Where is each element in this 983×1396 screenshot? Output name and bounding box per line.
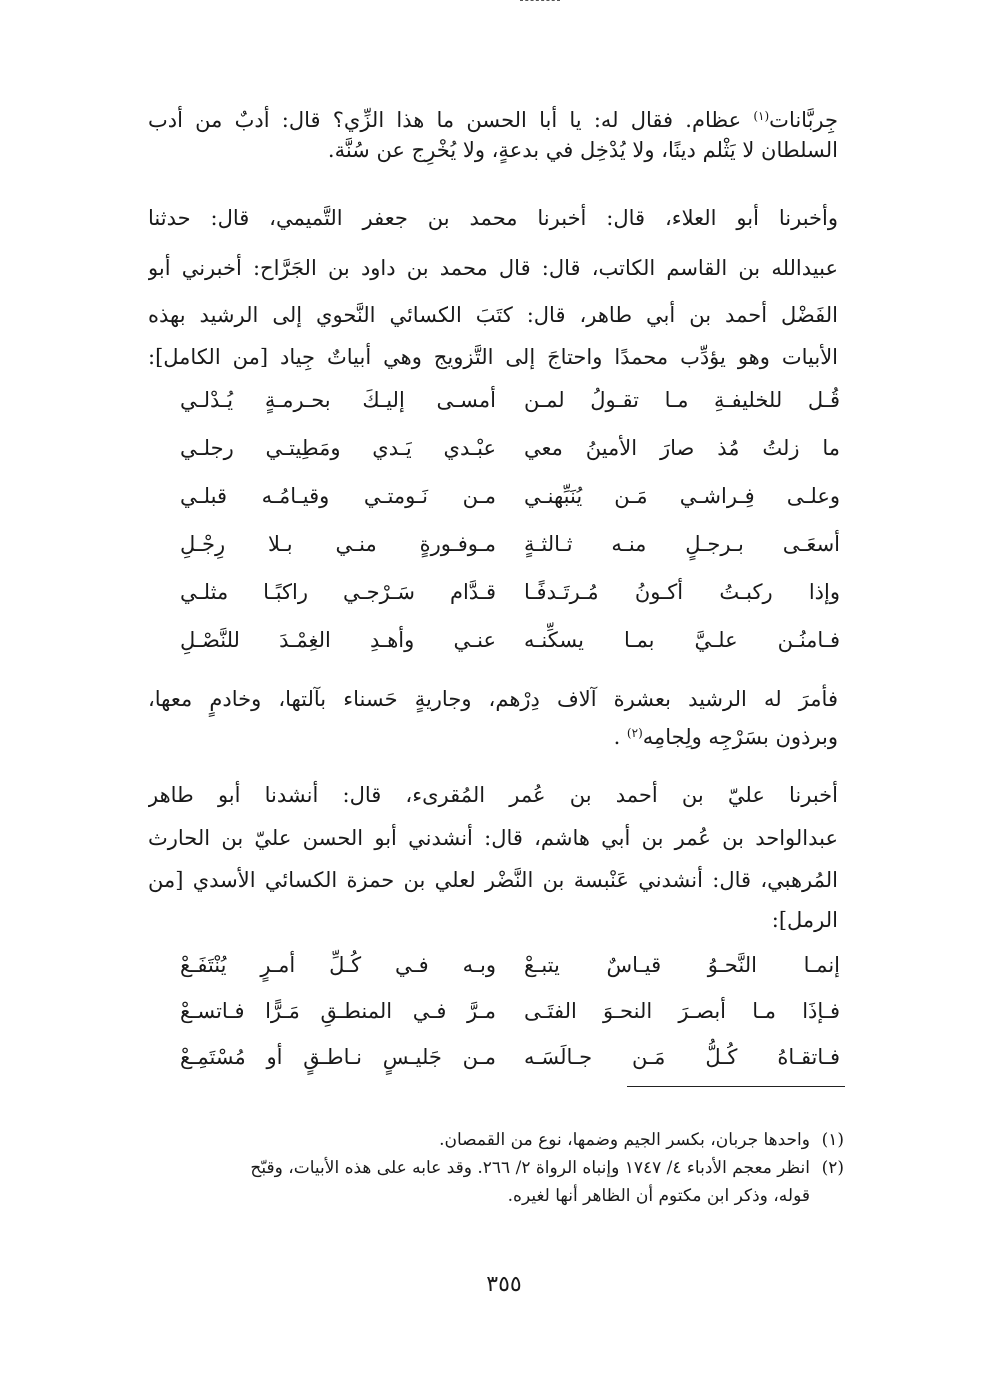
poem1-verse-6 (180, 616, 840, 664)
poem1-verse-4-first-half: أسعَـى بـرجـلٍ منـه ثـالثـةٍ (524, 532, 840, 556)
para2-line-2 (148, 718, 838, 756)
footnote-1-text: واحدها جربان، بكسر الجيم وضمها، نوع من القمصان. (439, 1130, 810, 1150)
poem2-verse-1 (180, 942, 840, 988)
intro-line-1-start: جِربَّانات (769, 108, 838, 132)
para1-line-1: وأخبرنا أبو العلاء، قال: أخبرنا محمد بن جعفر التَّميمي، قال: حدثنا (148, 206, 838, 230)
poem2-verse-3-first-half: فـاتقـاهُ كُـلُّ مَـن جـالَسَـه (524, 1045, 840, 1069)
top-page-mark (520, 0, 560, 4)
footnotes (146, 1126, 844, 1210)
intro-paragraph (148, 105, 838, 165)
poem1-verse-6-first-half: فـامنُـن علـيَّ بمـا يسكِّنـه (524, 628, 840, 652)
poem1-verse-3-second-half: مـن نَـومتـي وقيـامُـه قبلـي (180, 484, 496, 508)
poem1-verse-4-second-half: مـوفـورةٍ منـي بـلا رِجْـلِ (180, 532, 496, 556)
poem1-verse-4 (180, 520, 840, 568)
para2-line-1: فأمرَ له الرشيد بعشرة آلاف دِرْهم، وجاريةٍ حَسناء بآلتها، وخادمٍ معها، (148, 687, 838, 711)
footnote-1 (146, 1126, 844, 1154)
poem1-verse-2-second-half: عبْـدي يَـدي ومَطِيتـي رجلـي (180, 436, 496, 460)
poem2-verse-2 (180, 988, 840, 1034)
poem1-verse-2 (180, 424, 840, 472)
intro-line-1 (148, 105, 838, 135)
poem1-verse-6-second-half: عنـي وأهـدِ الغِمْـدَ للنَّصْـلِ (180, 628, 496, 652)
footnote-2-text: انظر معجم الأدباء ٤/ ١٧٤٧ وإنباه الرواة ٢/ ٢٦٦. وقد عابه على هذه الأبيات، وقبّح (250, 1158, 810, 1178)
para2-line-2-text: وبرذون بسَرْجِه ولِجامِه (642, 725, 838, 749)
poem1-verse-5-first-half: وإذا ركبـتُ أكـونُ مُـرتَـدفًـا (524, 580, 840, 604)
poem-ramal (180, 942, 840, 1080)
poem-kamil (180, 376, 840, 664)
poem2-verse-2-second-half: مـرَّ فـي المنطـقِ مَـرًّا فـاتسـعْ (180, 999, 496, 1023)
poem1-verse-5 (180, 568, 840, 616)
poem1-verse-2-first-half: ما زلتُ مُذ صارَ الأمينُ معي (524, 436, 840, 460)
poem1-verse-3 (180, 472, 840, 520)
paragraph-1 (148, 194, 838, 377)
footnote-1-number: (١) (821, 1130, 844, 1150)
para3-line-2: عبدالواحد بن عُمر بن أبي هاشم، قال: أنشدني أبو الحسن عليّ بن الحارث (148, 826, 838, 850)
para1-line-4: الأبيات وهو يؤدِّب محمدًا واحتاجَ إلى التَّزويج وهي أبياتٌ جِياد [من الكامل]: (148, 345, 838, 369)
poem1-verse-1 (180, 376, 840, 424)
paragraph-3 (148, 773, 838, 939)
page-number: ٣٥٥ (486, 1272, 522, 1297)
footnote-ref-1[interactable]: (١) (753, 109, 770, 123)
poem1-verse-1-first-half: قُـل للخليفـةِ مـا تقـولُ لمـن (524, 388, 840, 412)
para3-line-1: أخبرنا عليّ بن أحمد بن عُمر المُقرىء، قال: أنشدنا أبو طاهر (148, 783, 838, 807)
poem1-verse-5-second-half: قـدَّام سَـرْجـي راكبًـا مثلـي (180, 580, 496, 604)
poem1-verse-1-second-half: أمسـى إليـكَ بحـرمـةٍ يُـدْلـي (180, 388, 496, 412)
poem1-verse-3-first-half: وعلـى فِـراشـي مَـن يُنَبِّهنـي (524, 484, 840, 508)
para1-line-3: الفَضْل أحمد بن أبي طاهر، قال: كتَبَ الكسائي النَّحوي إلى الرشيد بهذه (148, 303, 838, 327)
footnote-2-continuation: قوله، وذكر ابن مكتوم أن الظاهر أنها لغيره. (507, 1186, 810, 1206)
poem2-verse-3 (180, 1034, 840, 1080)
poem2-verse-3-second-half: مـن جَليـسٍ نـاطـقٍ أو مُسْتَمِـعْ (180, 1045, 496, 1069)
footnote-separator (627, 1086, 845, 1087)
para2-line-2-end: . (613, 725, 627, 749)
intro-line-2: السلطان لا يَثْلم دينًا، ولا يُدْخِل في بدعةٍ، ولا يُخْرِج عن سُنَّة. (327, 138, 838, 162)
poem2-verse-2-first-half: فـإذَا مـا أبصـرَ النحـوَ الفتَـى (524, 999, 840, 1023)
para3-line-3: المُرهبي، قال: أنشدني عَنْبسة بن النَّضْر لعلي بن حمزة الكسائي الأسدي [من (148, 868, 838, 892)
paragraph-2 (148, 680, 838, 756)
footnote-2 (146, 1154, 844, 1182)
footnote-2-number: (٢) (821, 1158, 844, 1178)
poem2-verse-1-first-half: إنمـا النَّحـوُ قيـاسٌ يتبـعْ (524, 953, 840, 977)
poem2-verse-1-second-half: وبـه فـي كُـلِّ أمـرٍ يُنْتَفَـعْ (180, 953, 496, 977)
para3-line-4: الرمل]: (771, 908, 838, 932)
para1-line-2: عبيدالله بن القاسم الكاتب، قال: قال محمد بن داود بن الجَرَّاح: أخبرني أبو (148, 256, 838, 280)
intro-line-1-end: عظام. فقال له: يا أبا الحسن ما هذا الزِّي؟ قال: أدبٌ من أدب (148, 108, 754, 132)
footnote-ref-2[interactable]: (٢) (626, 726, 643, 740)
